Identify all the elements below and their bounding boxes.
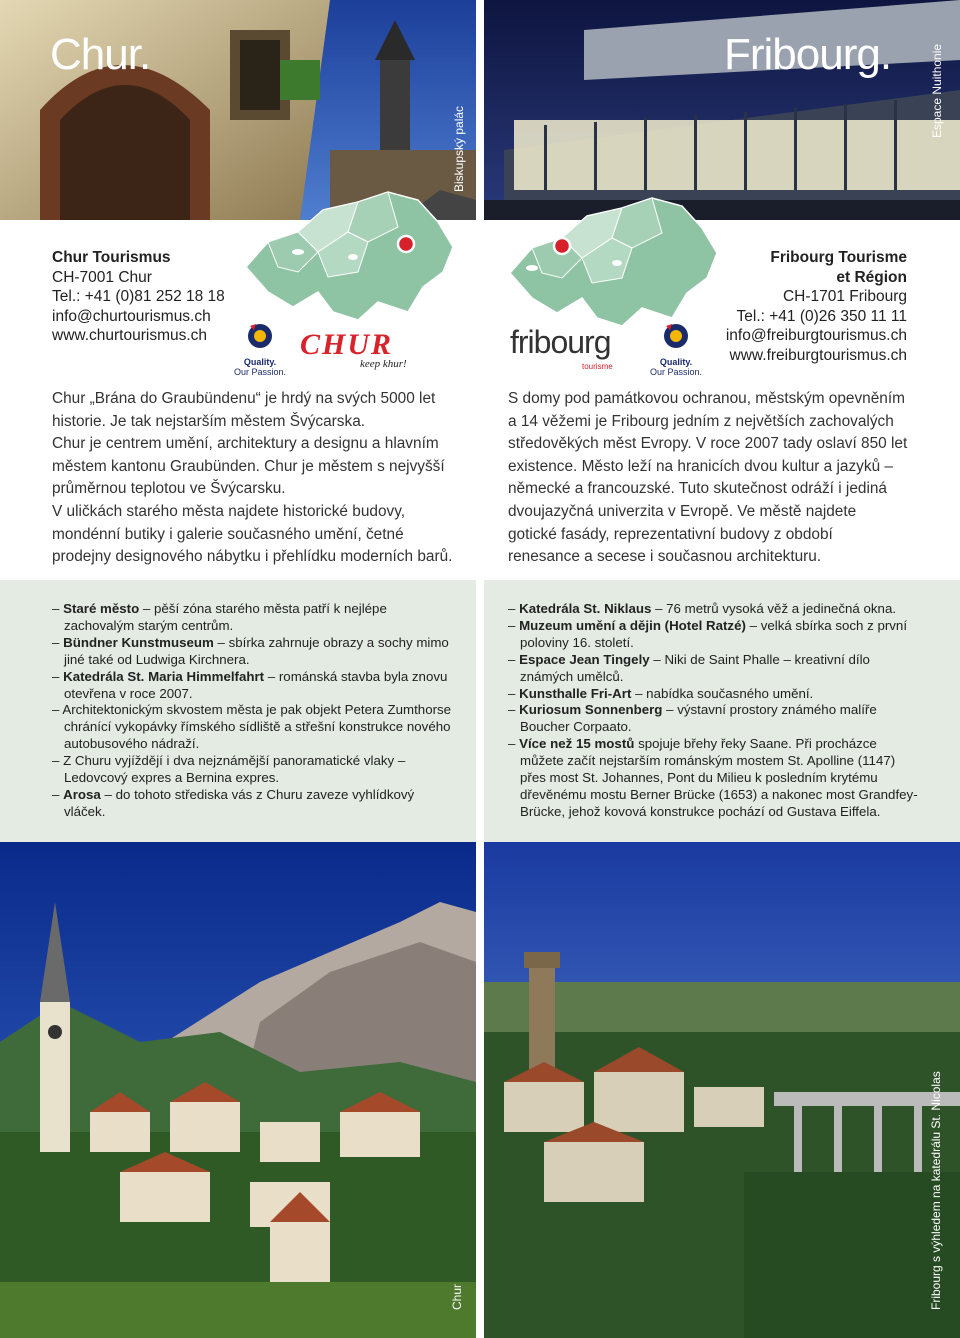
fribourg-contact-name-line1: Fribourg Tourisme: [770, 249, 907, 266]
chur-highlight-6: – Arosa – do tohoto střediska vás z Churu zaveze vyhlídkový vláček.: [52, 786, 415, 819]
chur-quality-logo: [228, 322, 292, 377]
chur-bottom-photo-caption: Chur: [450, 1283, 464, 1310]
chur-contact-web[interactable]: www.churtourismus.ch: [52, 327, 208, 344]
switzerland-map-fribourg: [502, 178, 724, 330]
chur-contact-email[interactable]: info@churtourismus.ch: [52, 307, 211, 325]
chur-brand-logo: [300, 330, 450, 372]
chur-brand-tagline: keep khur!: [360, 358, 407, 370]
chur-highlights: [52, 601, 452, 821]
column-divider: [476, 0, 484, 1338]
fribourg-intro: [508, 388, 908, 569]
fribourg-contact-web[interactable]: www.freiburgtourismus.ch: [729, 346, 907, 364]
chur-quality-line2: Our Passion.: [233, 367, 287, 377]
fribourg-brand-tagline: tourisme: [582, 362, 613, 371]
fribourg-title: Fribourg.: [724, 30, 892, 79]
fribourg-highlight-1: – Katedrála St. Niklaus – 76 metrů vysoká věž a jedinečná okna.: [508, 601, 897, 616]
fribourg-contact-name-line2: et Région: [836, 268, 907, 286]
chur-contact-name: Chur Tourismus: [52, 249, 171, 266]
fribourg-brand-wordmark: fribourg: [510, 324, 611, 360]
chur-highlight-4: – Architektonickým skvostem města je pak objekt Petera Zumthorse chránící vykopávky římského sídliště a střešní konstrukce nového autobusového nádraží.: [52, 702, 452, 752]
chur-highlight-5: – Z Churu vyjíždějí i dva nejznámější panoramatické vlaky – Ledovcový expres a Bernina expres.: [52, 753, 406, 786]
fribourg-bottom-photo-caption: Fribourg s výhledem na katedrálu St. Nicolas: [929, 1071, 943, 1310]
chur-quality-line1: Quality.: [243, 357, 277, 367]
fribourg-contact-phone: Tel.: +41 (0)26 350 11 11: [736, 307, 907, 325]
fribourg-contact-email[interactable]: info@freiburgtourismus.ch: [725, 327, 907, 344]
chur-title: Chur.: [50, 30, 151, 79]
chur-intro-p2: Chur je centrem umění, architektury a designu a hlavním městem kantonu Graubünden. Chur je městem s nejvyšší průměrnou teplotou ve Švýcarsku.: [52, 435, 445, 498]
chur-contact-phone: Tel.: +41 (0)81 252 18 18: [52, 288, 225, 305]
chur-brand-wordmark: CHUR: [300, 328, 394, 361]
fribourg-highlight-6: – Více než 15 mostů spojuje břehy řeky Saane. Při procházce můžete začít nejstarším románským mostem St. Apolline (1147) přes most St. Johannes, Pont du Milieu k posledním krytému dřevěnému mostu Berner Brücke (1653) a nakonec most Grandfey-Brücke, jehož kovová konstrukce pochází od Gustava Eiffela.: [508, 736, 918, 819]
fribourg-highlight-2: – Muzeum umění a dějin (Hotel Ratzé) – velká sbírka soch z první poloviny 16. století.: [508, 617, 908, 650]
fribourg-contact-address: CH-1701 Fribourg: [782, 288, 907, 305]
fribourg-contact: [726, 248, 907, 365]
fribourg-top-photo-caption: Espace Nuithonie: [930, 43, 944, 138]
fribourg-highlights: [508, 601, 920, 821]
chur-highlight-2: – Bündner Kunstmuseum – sbírka zahrnuje obrazy a sochy mimo jiné také od Ludwiga Kirchnera.: [52, 634, 449, 667]
chur-intro-p3: V uličkách starého města najdete historické budovy, mondénní butiky i galerie současného umění, četné prodejny designového nábytku i přehlídku moderních barů.: [52, 502, 453, 566]
fribourg-intro-text: S domy pod památkovou ochranou, městským opevněním a 14 věžemi je Fribourg jedním z největších zachovalých středověkých měst Evropy. V roce 2007 tady oslaví 850 let existence. Město leží na hranicích dvou kultur a jazyků – německé a francouzské. Tuto skutečnost odráží i jediná dvoujazyčná univerzita v Evropě. Ve městě najdete gotické fasády, reprezentativní budovy z období renesance a secese i současnou architekturu.: [508, 390, 908, 566]
fribourg-highlight-5: – Kuriosum Sonnenberg – výstavní prostory známého malíře Boucher Corpaato.: [508, 702, 877, 735]
chur-contact-address: CH-7001 Chur: [52, 268, 152, 286]
fribourg-bottom-photo: [484, 842, 960, 1338]
fribourg-brand-logo: [510, 326, 630, 372]
chur-intro: [52, 388, 462, 569]
chur-highlight-3: – Katedrála St. Maria Himmelfahrt – románská stavba byla znovu otevřena v roce 2007.: [52, 668, 448, 701]
fribourg-highlight-4: – Kunsthalle Fri-Art – nabídka současného umění.: [508, 685, 814, 701]
switzerland-map-chur: [238, 172, 460, 324]
fribourg-quality-line2: Our Passion.: [649, 367, 703, 377]
chur-contact: [52, 248, 225, 346]
chur-bottom-photo: [0, 842, 476, 1338]
quality-q-icon: [644, 322, 708, 352]
fribourg-quality-line1: Quality.: [659, 357, 693, 367]
chur-top-photo-caption: Biskupský palác: [452, 105, 466, 192]
fribourg-quality-logo: [644, 322, 708, 377]
fribourg-highlight-3: – Espace Jean Tingely – Niki de Saint Phalle – kreativní dílo známých umělců.: [508, 651, 870, 684]
chur-highlight-1: – Staré město – pěší zóna starého města patří k nejlépe zachovalým starým centrům.: [52, 601, 387, 633]
chur-intro-p1: Chur „Brána do Graubündenu“ je hrdý na svých 5000 let historie. Je tak nejstarším městem Švýcarska.: [52, 390, 436, 430]
quality-q-icon: [228, 322, 292, 352]
